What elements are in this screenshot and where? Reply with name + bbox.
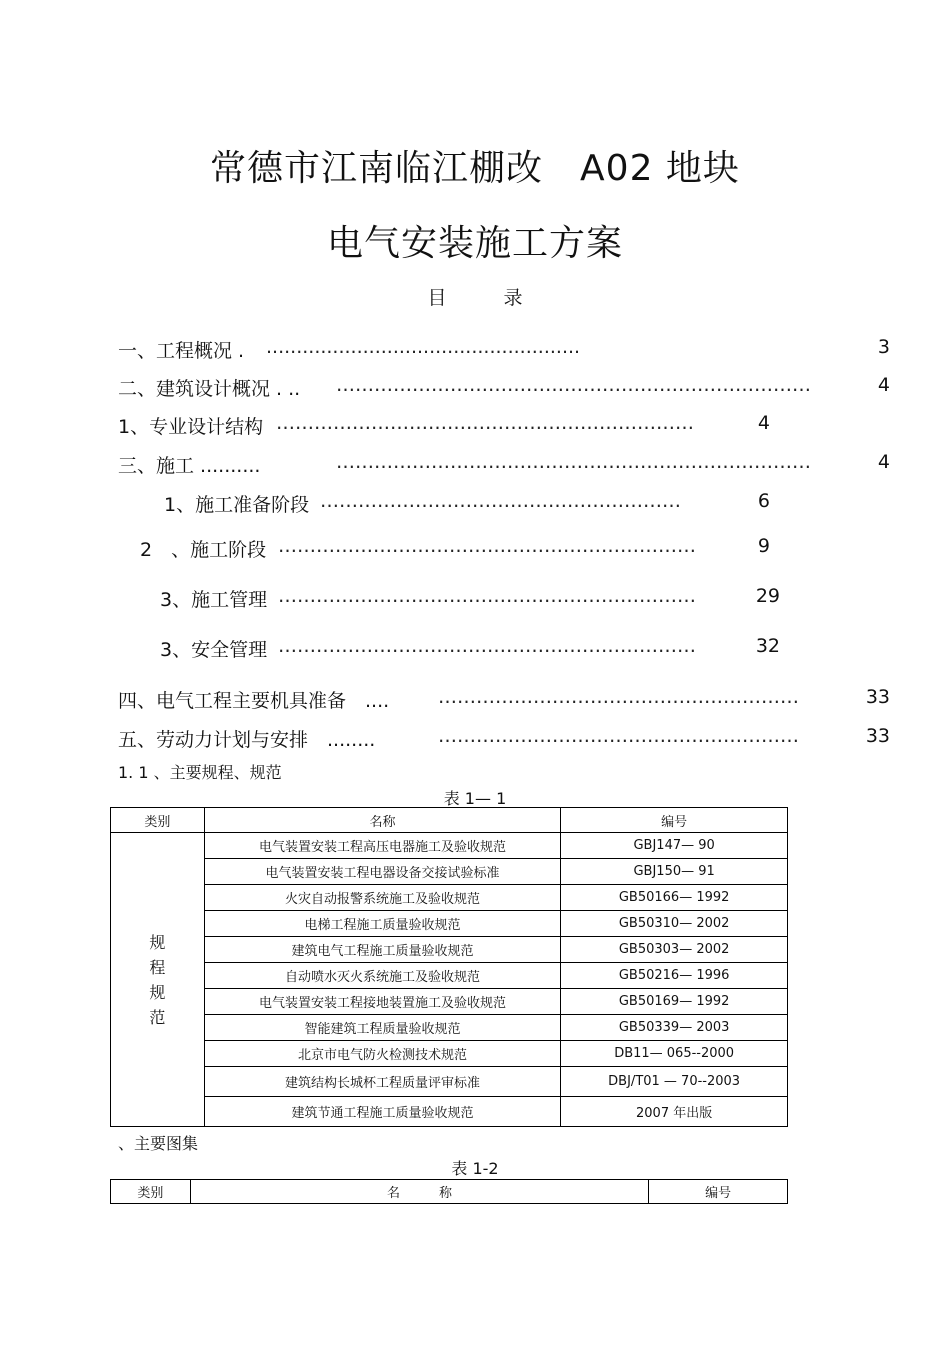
toc-item-page: 33	[865, 686, 890, 708]
category-char: 范	[149, 1007, 166, 1027]
header-name: 名称	[204, 808, 560, 833]
toc-item[interactable]	[160, 635, 780, 661]
header-code: 编号	[561, 808, 788, 833]
toc-item[interactable]	[164, 490, 770, 516]
standards-table	[110, 807, 788, 1127]
table-header-row	[111, 808, 788, 833]
standard-code: GB50303— 2002	[561, 937, 788, 963]
standard-name: 自动喷水灭火系统施工及验收规范	[204, 963, 560, 989]
toc-item-leader: …………………………………………………………	[278, 635, 696, 657]
table-row	[111, 885, 788, 911]
section-heading: 1. 1 、主要规程、规范	[118, 763, 282, 782]
category-char: 程	[149, 957, 166, 977]
atlas-table	[110, 1179, 788, 1204]
toc-item-text: 2 、施工阶段	[140, 539, 267, 561]
toc-item-leader: …………………………………………………………	[276, 412, 694, 434]
toc-item-page: 3	[877, 336, 890, 358]
toc-item-page: 9	[757, 535, 770, 557]
toc-item-leader: …………………………………………………………	[278, 585, 696, 607]
standard-name: 建筑结构长城杯工程质量评审标准	[204, 1067, 560, 1097]
standard-name: 建筑电气工程施工质量验收规范	[204, 937, 560, 963]
category-cell	[111, 833, 205, 1127]
toc-item-leader: ....................................................	[266, 336, 581, 358]
toc-heading: 目 录	[427, 287, 523, 309]
toc-item-page: 33	[865, 725, 890, 747]
table-row	[111, 1097, 788, 1127]
toc-item-leader: …………………………………………………………………	[336, 451, 811, 473]
toc-item-text: 二、建筑设计概况 . ..	[118, 378, 301, 400]
toc-item-page: 32	[755, 635, 780, 657]
toc-item-leader: …………………………………………………………………	[336, 374, 811, 396]
standard-name: 建筑节通工程施工质量验收规范	[204, 1097, 560, 1127]
standard-code: 2007 年出版	[561, 1097, 788, 1127]
toc-item[interactable]	[118, 725, 890, 751]
standard-name: 北京市电气防火检测技术规范	[204, 1041, 560, 1067]
toc-item-leader: …………………………………………………………	[278, 535, 696, 557]
category-char: 规	[149, 932, 166, 952]
standard-code: DBJ/T01 — 70--2003	[561, 1067, 788, 1097]
table-row	[111, 989, 788, 1015]
toc-item-page: 4	[757, 412, 770, 434]
table-row	[111, 1067, 788, 1097]
table-caption: 表 1— 1	[443, 789, 507, 808]
table-header-row	[111, 1180, 788, 1204]
toc-item-page: 4	[877, 451, 890, 473]
toc-item-text: 1、专业设计结构	[118, 416, 264, 438]
toc-item-text: 一、工程概况 .	[118, 340, 245, 362]
standard-name: 电梯工程施工质量验收规范	[204, 911, 560, 937]
table-row	[111, 1015, 788, 1041]
table-row	[111, 937, 788, 963]
toc-item-text: 五、劳动力计划与安排 ........	[118, 729, 376, 751]
document-title-line1: 常德市江南临江棚改 A02 地块	[210, 148, 740, 189]
toc-item-text: 1、施工准备阶段	[164, 494, 310, 516]
toc-item[interactable]	[118, 374, 890, 400]
toc-item-text: 四、电气工程主要机具准备 ....	[118, 690, 390, 712]
toc-item-leader: …………………………………………………	[320, 490, 681, 512]
standard-name: 智能建筑工程质量验收规范	[204, 1015, 560, 1041]
standard-code: GB50339— 2003	[561, 1015, 788, 1041]
header-category: 类别	[111, 808, 205, 833]
standard-code: GBJ147— 90	[561, 833, 788, 859]
standard-name: 电气装置安装工程接地装置施工及验收规范	[204, 989, 560, 1015]
standard-name: 电气装置安装工程电器设备交接试验标准	[204, 859, 560, 885]
toc-item-page: 29	[755, 585, 780, 607]
table-row	[111, 911, 788, 937]
standard-code: GB50310— 2002	[561, 911, 788, 937]
table-row	[111, 963, 788, 989]
header-category: 类别	[111, 1180, 191, 1204]
standard-name: 火灾自动报警系统施工及验收规范	[204, 885, 560, 911]
toc-item-text: 三、施工 ..........	[118, 455, 261, 477]
toc-item-leader: …………………………………………………	[438, 725, 799, 747]
toc-item-text: 3、安全管理	[160, 639, 268, 661]
standard-code: GB50216— 1996	[561, 963, 788, 989]
toc-item[interactable]	[118, 412, 770, 438]
standard-code: GBJ150— 91	[561, 859, 788, 885]
toc-item-page: 6	[757, 490, 770, 512]
header-code: 编号	[649, 1180, 788, 1204]
toc-item-text: 3、施工管理	[160, 589, 268, 611]
section-heading: 、主要图集	[118, 1134, 199, 1153]
table-row	[111, 1041, 788, 1067]
standard-code: GB50166— 1992	[561, 885, 788, 911]
toc-item[interactable]	[118, 336, 890, 362]
toc-item-page: 4	[877, 374, 890, 396]
table-caption: 表 1-2	[451, 1159, 499, 1178]
standard-code: GB50169— 1992	[561, 989, 788, 1015]
toc-item[interactable]	[118, 451, 890, 477]
table-row	[111, 859, 788, 885]
category-char: 规	[149, 982, 166, 1002]
document-title-line2: 电气安装施工方案	[326, 223, 623, 264]
toc-item-leader: …………………………………………………	[438, 686, 799, 708]
header-name: 名 称	[190, 1180, 648, 1204]
standard-name: 电气装置安装工程高压电器施工及验收规范	[204, 833, 560, 859]
table-row	[111, 833, 788, 859]
toc-item[interactable]	[118, 686, 890, 712]
standard-code: DB11— 065--2000	[561, 1041, 788, 1067]
toc-item[interactable]	[140, 535, 770, 561]
toc-item[interactable]	[160, 585, 780, 611]
